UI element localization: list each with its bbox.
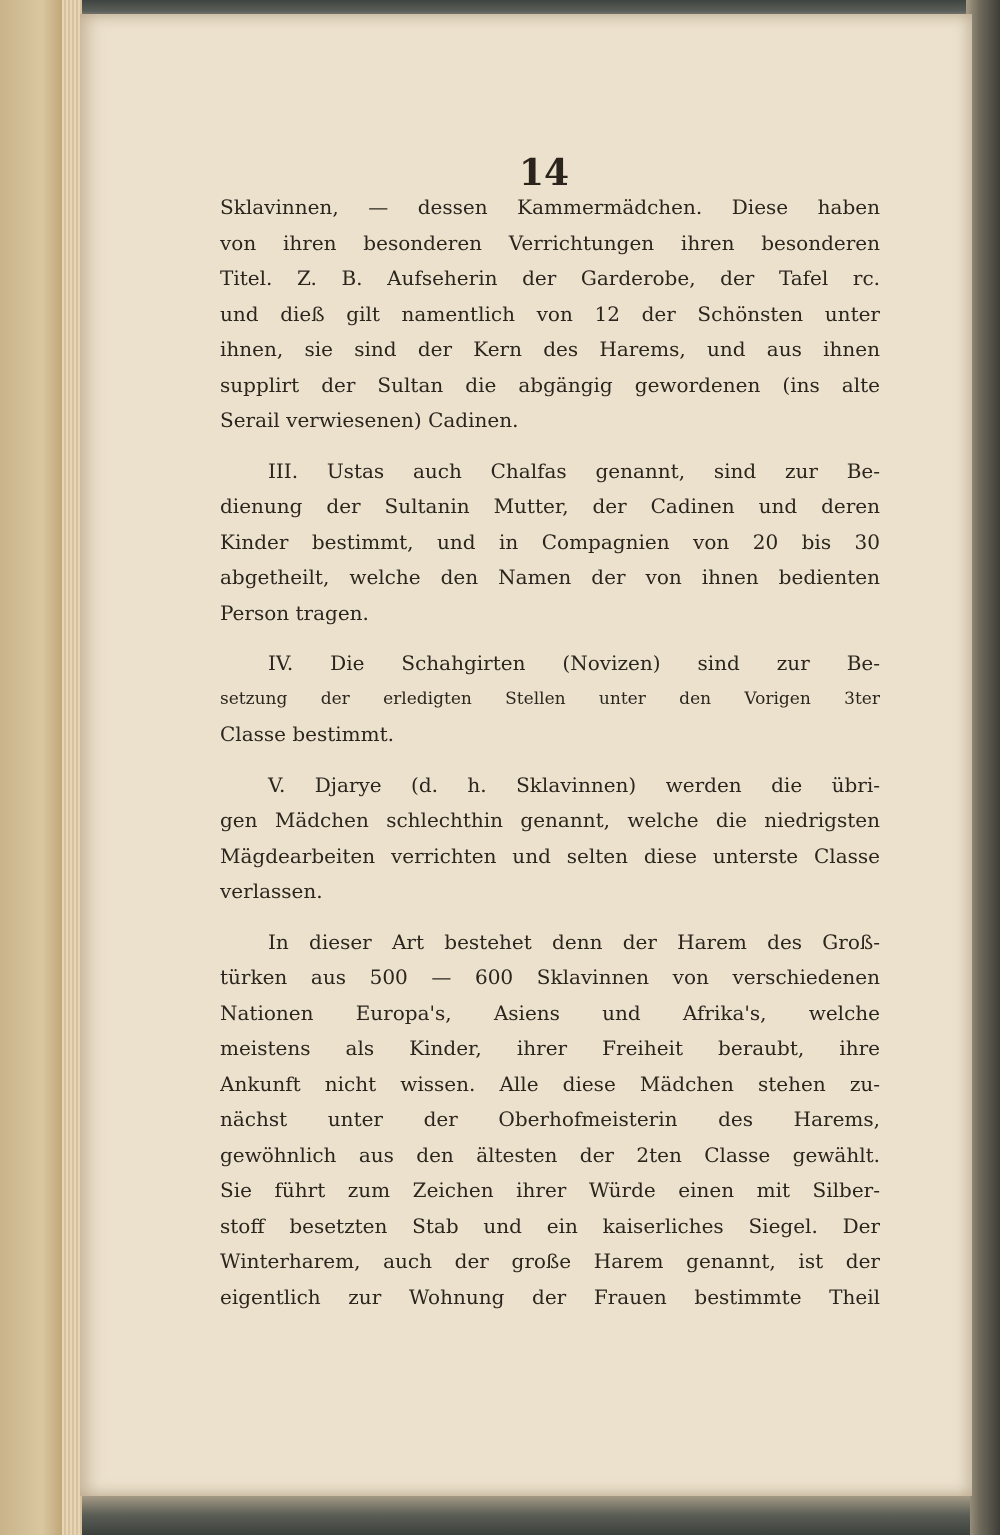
- text-line: supplirt der Sultan die abgängig gewordenen (ins alte: [220, 372, 880, 397]
- text-line: Person tragen.: [220, 600, 369, 625]
- text-line: Sklavinnen, — dessen Kammermädchen. Diese haben: [220, 195, 880, 219]
- text-line: türken aus 500 — 600 Sklavinnen von verschiedenen: [220, 965, 880, 989]
- text-line: eigentlich zur Wohnung der Frauen bestimmte Theil: [220, 1284, 880, 1309]
- text-line: Winterharem, auch der große Harem genannt, ist der: [220, 1249, 880, 1273]
- text-line: dienung der Sultanin Mutter, der Cadinen und deren: [220, 494, 880, 518]
- text-line: von ihren besonderen Verrichtungen ihren besonderen: [220, 230, 880, 255]
- paragraph: [220, 768, 880, 910]
- text-line: IV. Die Schahgirten (Novizen) sind zur Be-: [268, 651, 880, 675]
- page-text: [220, 190, 880, 1315]
- paragraph: [220, 190, 880, 439]
- text-line: Nationen Europa's, Asiens und Afrika's, welche: [220, 1000, 880, 1025]
- book-binding-left: [0, 0, 70, 1535]
- text-line: und dieß gilt namentlich von 12 der Schönsten unter: [220, 301, 880, 326]
- text-line: Kinder bestimmt, und in Compagnien von 20 bis 30: [220, 529, 880, 554]
- text-line: Sie führt zum Zeichen ihrer Würde einen mit Silber-: [220, 1178, 880, 1202]
- text-line: III. Ustas auch Chalfas genannt, sind zur Be-: [268, 458, 880, 483]
- paragraph: [220, 925, 880, 1316]
- text-line: meistens als Kinder, ihrer Freiheit beraubt, ihre: [220, 1036, 880, 1060]
- text-line: Mägdearbeiten verrichten und selten diese unterste Classe: [220, 843, 880, 868]
- text-line: Ankunft nicht wissen. Alle diese Mädchen stehen zu-: [220, 1071, 880, 1096]
- text-line: abgetheilt, welche den Namen der von ihnen bedienten: [220, 565, 880, 589]
- text-line: nächst unter der Oberhofmeisterin des Harems,: [220, 1107, 880, 1131]
- page-number: 14: [518, 152, 570, 194]
- text-line: gewöhnlich aus den ältesten der 2ten Classe gewählt.: [220, 1142, 880, 1167]
- page-edges: [62, 0, 82, 1535]
- text-line: stoff besetzten Stab und ein kaiserliches Siegel. Der: [220, 1213, 880, 1238]
- text-line: V. Djarye (d. h. Sklavinnen) werden die übri-: [268, 772, 880, 797]
- paragraph: [220, 646, 880, 753]
- text-line: Classe bestimmt.: [220, 722, 395, 746]
- text-line: gen Mädchen schlechthin genannt, welche die niedrigsten: [220, 808, 880, 832]
- text-line: In dieser Art bestehet denn der Harem des Groß-: [268, 929, 880, 954]
- scan-background-bottom: [70, 1495, 970, 1535]
- text-line: ihnen, sie sind der Kern des Harems, und aus ihnen: [220, 337, 880, 361]
- text-line: Serail verwiesenen) Cadinen.: [220, 408, 519, 432]
- text-line: setzung der erledigten Stellen unter den Vorigen 3ter: [220, 688, 880, 709]
- paragraph: [220, 454, 880, 632]
- text-line: verlassen.: [220, 879, 323, 903]
- text-line: Titel. Z. B. Aufseherin der Garderobe, der Tafel rc.: [220, 266, 880, 290]
